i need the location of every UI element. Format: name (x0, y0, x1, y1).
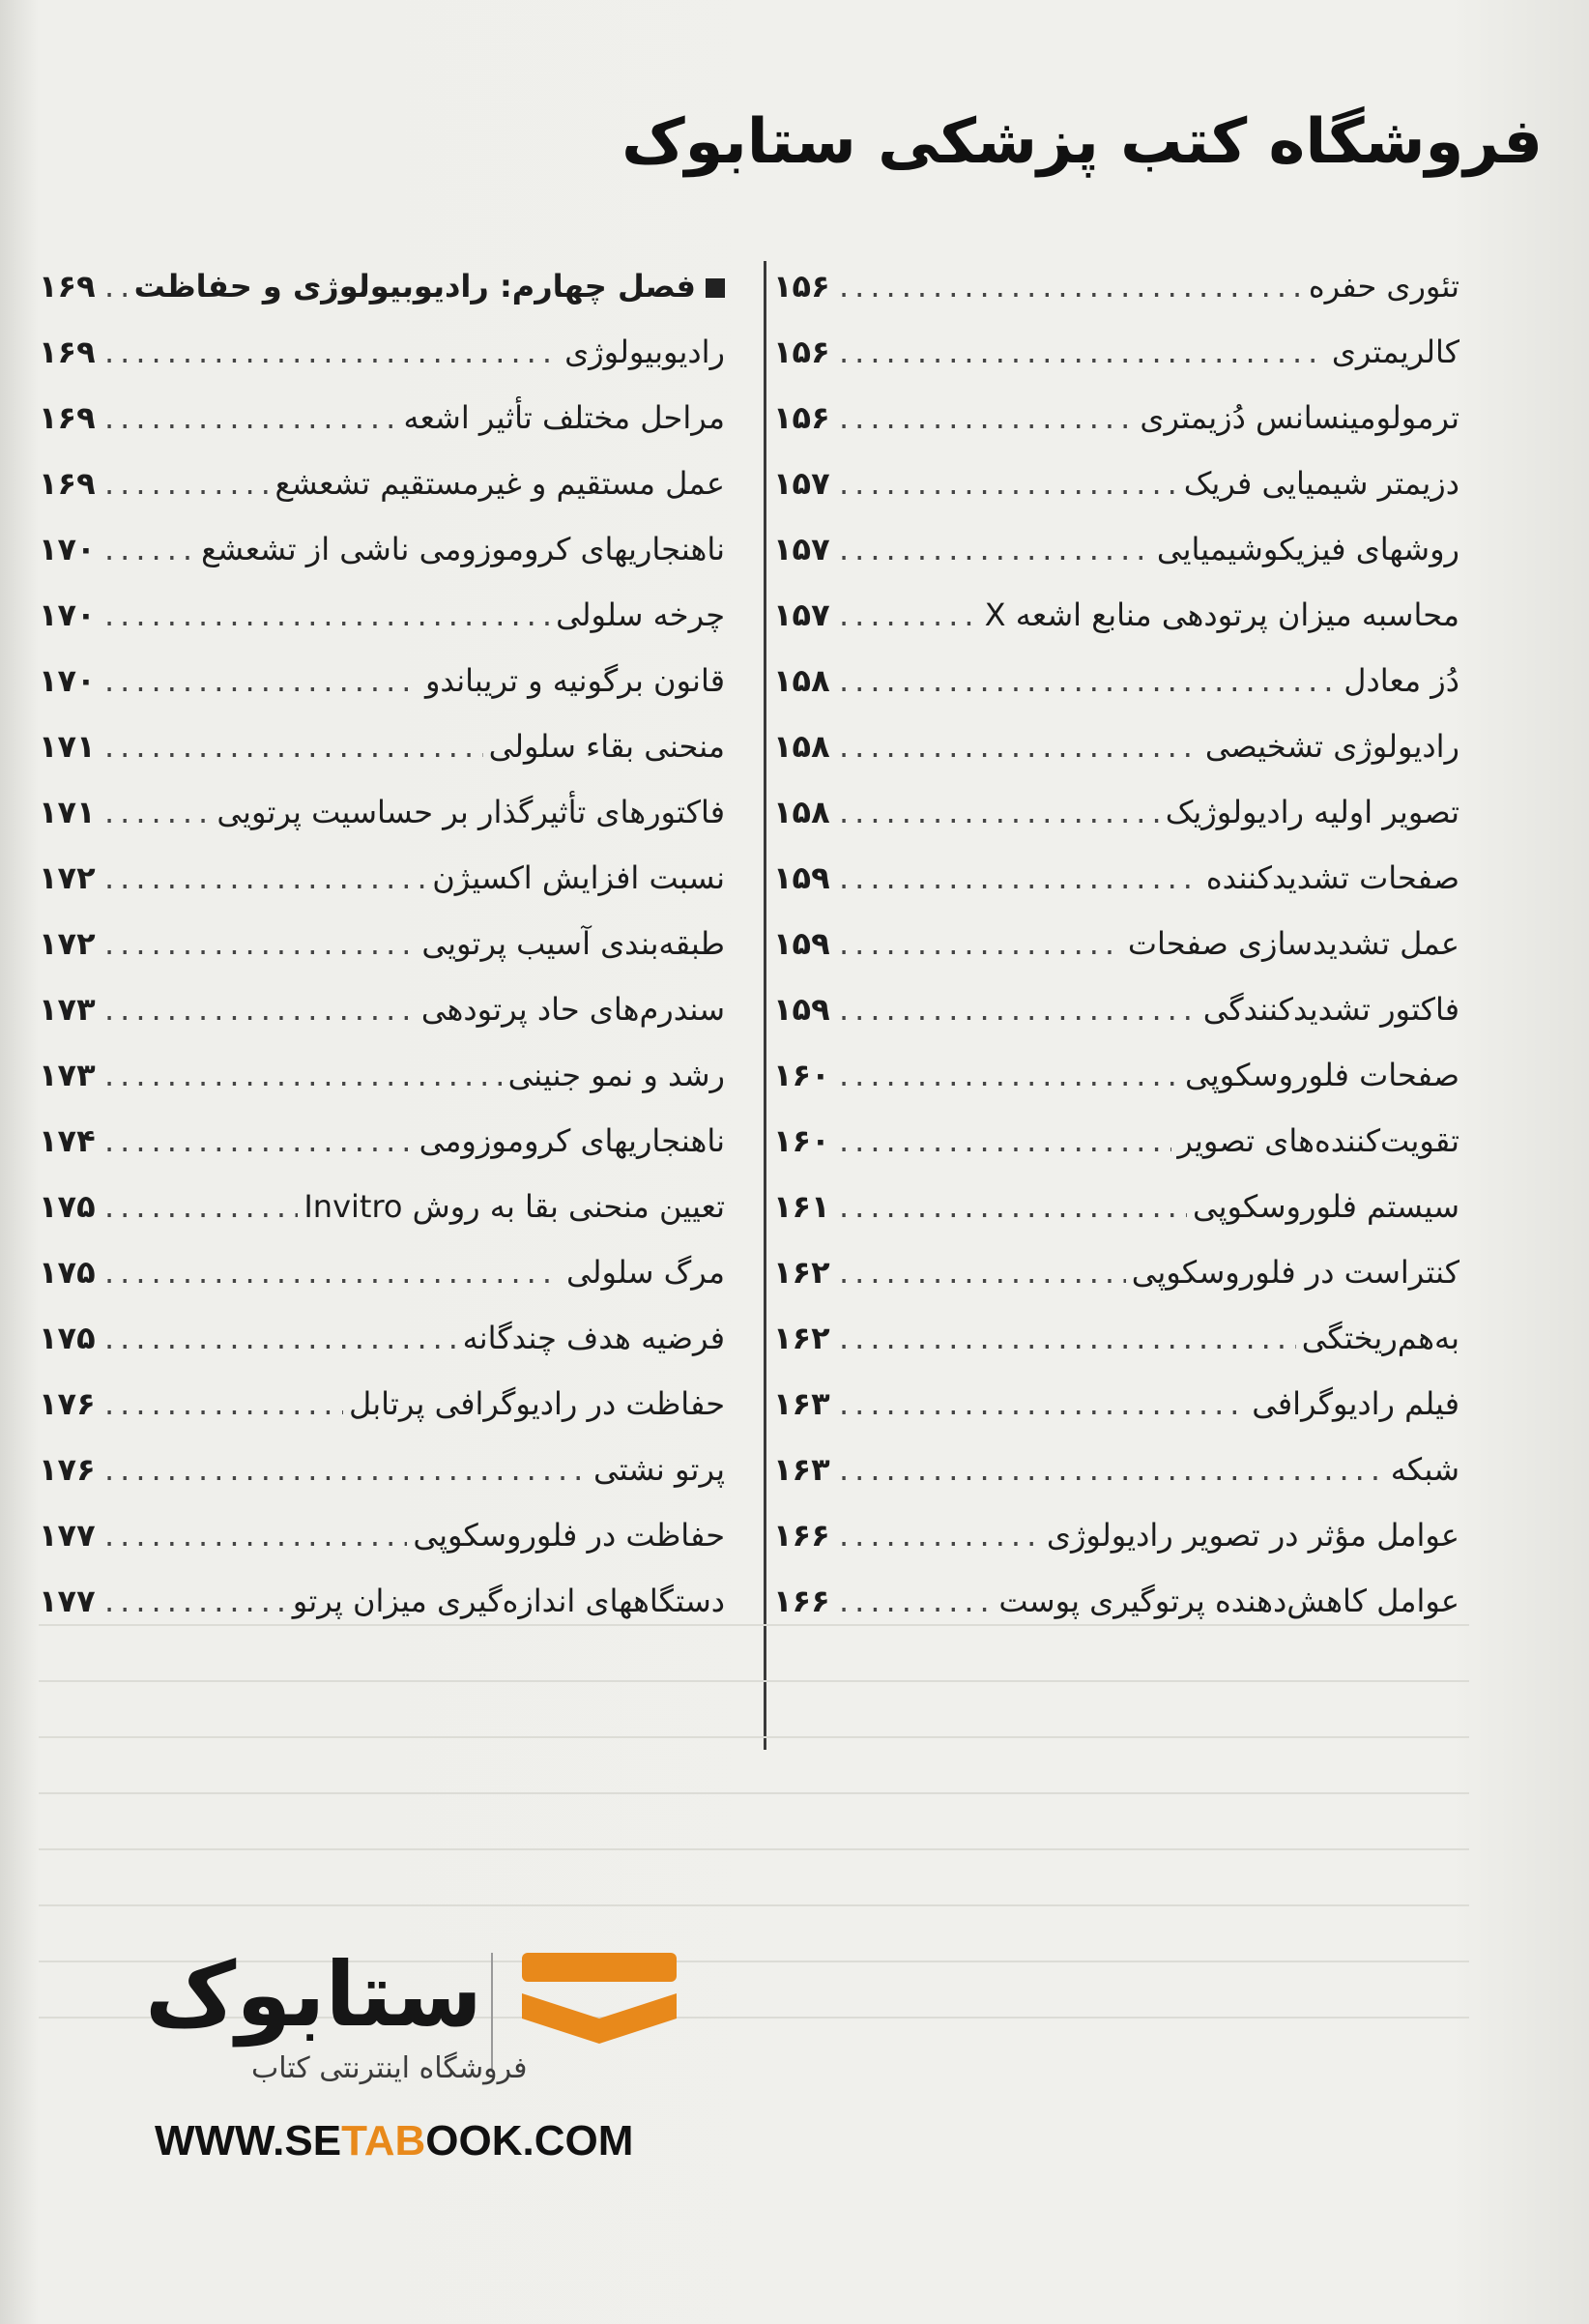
leader-dots (104, 1239, 561, 1305)
toc-entry[interactable] (39, 1502, 725, 1568)
leader-dots (104, 1371, 343, 1437)
toc-page-number: ۱۶۹ (39, 465, 96, 502)
toc-entry-title: کالریمتری (1331, 334, 1459, 370)
leader-dots (839, 1371, 1246, 1437)
toc-entry-title: عمل تشدیدسازی صفحات (1127, 925, 1459, 962)
toc-entry-title: صفحات فلوروسکوپی (1185, 1057, 1459, 1093)
toc-page-number: ۱۷۳ (39, 1057, 96, 1093)
toc-entry[interactable] (773, 1502, 1459, 1568)
toc-page-number: ۱۷۷ (39, 1517, 96, 1554)
toc-entry-title: تصویر اولیه رادیولوژیک (1165, 794, 1459, 830)
toc-page-number: ۱۵۸ (773, 662, 830, 699)
toc-entry-title: فیلم رادیوگرافی (1252, 1385, 1459, 1422)
leader-dots (839, 319, 1326, 385)
toc-entry[interactable] (39, 516, 725, 582)
toc-page-number: ۱۵۸ (773, 794, 830, 830)
toc-entry-title: صفحات تشدیدکننده (1205, 859, 1459, 896)
toc-entry[interactable] (773, 976, 1459, 1042)
toc-entry-title: عوامل مؤثر در تصویر رادیولوژی (1046, 1517, 1459, 1554)
toc-entry[interactable] (39, 319, 725, 385)
toc-entry-title: عمل مستقیم و غیرمستقیم تشعشع (274, 465, 725, 502)
leader-dots (104, 713, 483, 779)
toc-entry-title: سندرم‌های حاد پرتودهی (420, 991, 725, 1028)
toc-entry-title: تعیین منحنی بقا به روش Invitro (303, 1188, 725, 1225)
toc-page-number: ۱۶۲ (773, 1320, 830, 1356)
leader-dots (104, 1174, 298, 1239)
leader-dots (104, 1568, 287, 1634)
toc-entry-title: رادیولوژی تشخیصی (1204, 728, 1459, 765)
leader-dots (839, 976, 1198, 1042)
toc-entry[interactable] (773, 1108, 1459, 1174)
leader-dots (104, 253, 129, 319)
toc-entry[interactable] (39, 648, 725, 713)
toc-entry[interactable] (39, 1174, 725, 1239)
toc-page-number: ۱۶۹ (39, 268, 96, 305)
toc-page-number: ۱۷۵ (39, 1254, 96, 1291)
leader-dots (104, 1042, 503, 1108)
toc-entry[interactable] (773, 319, 1459, 385)
toc-entry-title: روشهای فیزیکوشیمیایی (1156, 531, 1459, 567)
toc-entry-title: سیستم فلوروسکوپی (1192, 1188, 1459, 1225)
leader-dots (104, 1108, 414, 1174)
toc-page-number: ۱۶۹ (39, 399, 96, 436)
leader-dots (839, 779, 1160, 845)
toc-entry-title: شبکه (1390, 1451, 1459, 1488)
toc-page-number: ۱۶۲ (773, 1254, 830, 1291)
setabook-logo (106, 1943, 706, 2164)
toc-page-number: ۱۵۶ (773, 268, 830, 305)
toc-page-number: ۱۷۱ (39, 728, 96, 765)
toc-page-number: ۱۷۰ (39, 596, 96, 633)
toc-entry-title: فاکتورهای تأثیرگذار بر حساسیت پرتویی (217, 794, 725, 830)
toc-page-number: ۱۶۶ (773, 1583, 830, 1619)
toc-entry-title: عوامل کاهش‌دهنده پرتوگیری پوست (998, 1583, 1459, 1619)
toc-page-number: ۱۵۹ (773, 991, 830, 1028)
leader-dots (839, 1305, 1296, 1371)
toc-entry[interactable] (39, 1108, 725, 1174)
toc-page-number: ۱۶۰ (773, 1122, 830, 1159)
toc-entry-title: مراحل مختلف تأثیر اشعه (403, 399, 725, 436)
toc-entry[interactable] (773, 1239, 1459, 1305)
toc-chapter-title: فصل چهارم: رادیوبیولوژی و حفاظت (134, 253, 725, 319)
leader-dots (839, 253, 1303, 319)
toc-entry-title: دستگاههای اندازه‌گیری میزان پرتو (292, 1583, 725, 1619)
toc-entry[interactable] (773, 1568, 1459, 1634)
leader-dots (839, 1502, 1041, 1568)
toc-entry[interactable] (773, 1437, 1459, 1502)
toc-page-number: ۱۷۲ (39, 925, 96, 962)
square-bullet-icon (706, 278, 725, 298)
leader-dots (839, 911, 1122, 976)
toc-entry-title: حفاظت در رادیوگرافی پرتابل (349, 1385, 725, 1422)
toc-entry[interactable] (773, 648, 1459, 713)
toc-page-number: ۱۶۶ (773, 1517, 830, 1554)
toc-entry[interactable] (773, 385, 1459, 450)
toc-entry-title: ناهنجاریهای کروموزومی (419, 1122, 725, 1159)
toc-entry-title: رشد و نمو جنینی (507, 1057, 725, 1093)
toc-entry-title: منحنی بقاء سلولی (488, 728, 725, 765)
leader-dots (104, 911, 416, 976)
toc-page-number: ۱۷۳ (39, 991, 96, 1028)
page-title: فروشگاه کتب پزشکی ستابوک (621, 106, 1543, 178)
leader-dots (839, 385, 1134, 450)
leader-dots (104, 1502, 407, 1568)
toc-entry[interactable] (773, 450, 1459, 516)
toc-entry[interactable] (773, 1042, 1459, 1108)
leader-dots (104, 976, 416, 1042)
leader-dots (839, 845, 1200, 911)
leader-dots (104, 845, 426, 911)
toc-entry[interactable] (39, 450, 725, 516)
leader-dots (104, 385, 397, 450)
leader-dots (839, 450, 1178, 516)
toc-page-number: ۱۷۶ (39, 1385, 96, 1422)
toc-page-number: ۱۵۸ (773, 728, 830, 765)
toc-entry-title: محاسبه میزان پرتودهی منابع اشعه X (984, 596, 1459, 633)
leader-dots (839, 1568, 993, 1634)
toc-entry[interactable] (39, 1042, 725, 1108)
logo-wordmark: ستابوک (145, 1943, 482, 2047)
leader-dots (839, 516, 1151, 582)
toc-page-number: ۱۵۹ (773, 859, 830, 896)
toc-entry[interactable] (39, 976, 725, 1042)
toc-page-number: ۱۵۷ (773, 465, 830, 502)
toc-entry[interactable] (773, 845, 1459, 911)
toc-entry-title: ترمولومینسانس دُزیمتری (1140, 399, 1459, 436)
toc-page-number: ۱۵۷ (773, 531, 830, 567)
toc-entry-title: چرخه سلولی (556, 596, 725, 633)
toc-entry[interactable] (773, 582, 1459, 648)
toc-entry[interactable] (773, 911, 1459, 976)
toc-entry[interactable] (773, 779, 1459, 845)
toc-entry-title: فاکتور تشدیدکنندگی (1202, 991, 1459, 1028)
toc-entry[interactable] (39, 911, 725, 976)
toc-entry-title: فرضیه هدف چندگانه (462, 1320, 725, 1356)
book-stack-logo-icon (512, 1943, 686, 2059)
leader-dots (839, 648, 1338, 713)
toc-page-number: ۱۵۶ (773, 334, 830, 370)
toc-entry[interactable] (39, 1239, 725, 1305)
toc-page-number: ۱۵۶ (773, 399, 830, 436)
toc-page-number: ۱۶۹ (39, 334, 96, 370)
toc-page-number: ۱۵۷ (773, 596, 830, 633)
toc-page-number: ۱۵۹ (773, 925, 830, 962)
column-divider (764, 261, 766, 1750)
toc-entry-title: پرتو نشتی (593, 1451, 725, 1488)
leader-dots (104, 779, 211, 845)
toc-entry-title: طبقه‌بندی آسیب پرتویی (421, 925, 725, 962)
leader-dots (104, 319, 559, 385)
toc-page-number: ۱۶۳ (773, 1451, 830, 1488)
toc-page-number: ۱۷۰ (39, 531, 96, 567)
toc-entry-title: مرگ سلولی (566, 1254, 725, 1291)
toc-entry-title: کنتراست در فلوروسکوپی (1131, 1254, 1459, 1291)
toc-entry[interactable] (773, 516, 1459, 582)
toc-page-number: ۱۶۱ (773, 1188, 830, 1225)
toc-page-number: ۱۷۵ (39, 1188, 96, 1225)
toc-page-number: ۱۷۰ (39, 662, 96, 699)
toc-column-left (39, 253, 725, 1634)
toc-entry[interactable] (39, 1437, 725, 1502)
logo-url[interactable]: WWW.SETABOOK.COM (155, 2117, 634, 2164)
toc-page-number: ۱۶۰ (773, 1057, 830, 1093)
leader-dots (839, 1174, 1187, 1239)
toc-entry[interactable] (39, 582, 725, 648)
logo-subtitle: فروشگاه اینترنتی کتاب (251, 2051, 528, 2085)
toc-page-number: ۱۷۲ (39, 859, 96, 896)
leader-dots (104, 1305, 457, 1371)
toc-chapter-heading[interactable] (39, 253, 725, 319)
toc-page-number: ۱۷۴ (39, 1122, 96, 1159)
toc-entry[interactable] (39, 1371, 725, 1437)
toc-page-number: ۱۷۶ (39, 1451, 96, 1488)
toc-entry[interactable] (773, 1305, 1459, 1371)
toc-entry[interactable] (773, 1174, 1459, 1239)
toc-entry[interactable] (39, 779, 725, 845)
toc-entry-title: دُز معادل (1343, 662, 1459, 699)
toc-entry-title: دزیمتر شیمیایی فریک (1183, 465, 1459, 502)
leader-dots (104, 450, 270, 516)
toc-entry[interactable] (39, 1305, 725, 1371)
leader-dots (839, 1042, 1179, 1108)
leader-dots (839, 1437, 1385, 1502)
toc-entry[interactable] (39, 845, 725, 911)
leader-dots (839, 1108, 1171, 1174)
toc-entry[interactable] (39, 713, 725, 779)
toc-column-right (773, 253, 1459, 1634)
toc-page-number: ۱۶۳ (773, 1385, 830, 1422)
leader-dots (839, 582, 979, 648)
leader-dots (839, 1239, 1126, 1305)
leader-dots (104, 648, 419, 713)
toc-entry[interactable] (39, 1568, 725, 1634)
toc-entry[interactable] (39, 385, 725, 450)
toc-entry-title: به‌هم‌ریختگی (1301, 1320, 1459, 1356)
toc-entry[interactable] (773, 253, 1459, 319)
toc-page-number: ۱۷۱ (39, 794, 96, 830)
toc-entry-title: نسبت افزایش اکسیژن (432, 859, 725, 896)
leader-dots (104, 582, 550, 648)
toc-page-number: ۱۷۷ (39, 1583, 96, 1619)
toc-entry[interactable] (773, 1371, 1459, 1437)
leader-dots (104, 516, 195, 582)
toc-entry-title: حفاظت در فلوروسکوپی (413, 1517, 725, 1554)
toc-entry[interactable] (773, 713, 1459, 779)
leader-dots (839, 713, 1199, 779)
toc-entry-title: تقویت‌کننده‌های تصویر (1177, 1122, 1459, 1159)
toc-entry-title: ناهنجاریهای کروموزومی ناشی از تشعشع (201, 531, 725, 567)
toc-page-number: ۱۷۵ (39, 1320, 96, 1356)
toc-entry-title: رادیوبیولوژی (564, 334, 725, 370)
leader-dots (104, 1437, 588, 1502)
toc-entry-title: قانون برگونیه و تریباندو (424, 662, 725, 699)
toc-entry-title: تئوری حفره (1308, 268, 1459, 305)
